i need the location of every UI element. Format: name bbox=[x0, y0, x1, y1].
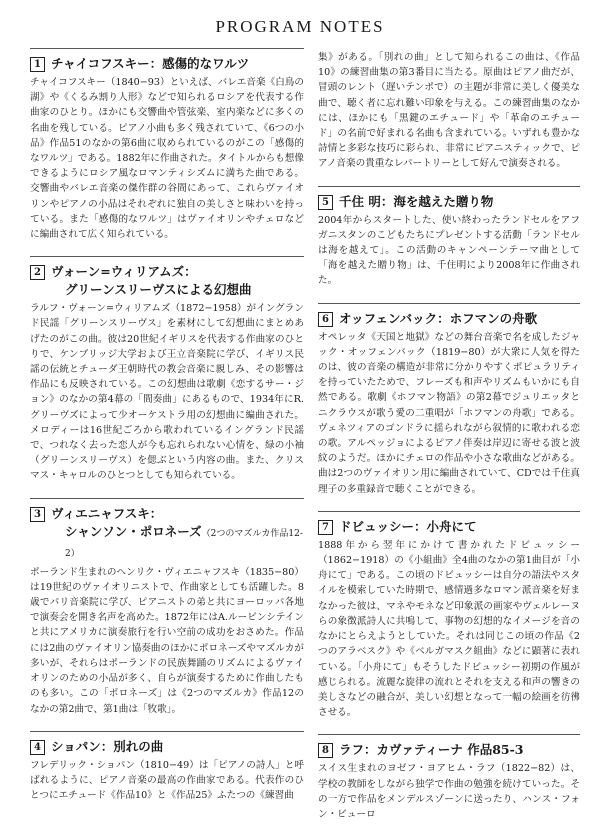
section-body: 2004年からスタートした、使い終わったランドセルをアフガニスタンのこどもたちにプレゼントする活動「ランドセルは海を越えて」。この活動のキャンペーンテーマ曲として「海を越えた贈り物」は、千住明により2008年に作曲された。 bbox=[318, 214, 580, 287]
section-heading bbox=[318, 310, 580, 328]
section-number: 5 bbox=[318, 195, 333, 210]
section-body: 1888年から翌年にかけて書かれたドビュッシー（1862−1918）の《小組曲》全4曲のなかの第1曲目が「小舟にて」である。この頃のドビュッシーは自分の語法やスタイルを模索していた時期で、感情過多なロマン派音楽を好まなかった彼は、マネやモネなど印象派の画家やヴェルレーヌらの象徴派詩人に共鳴して、事物の幻想的なイメージを音のなかにとらえようとしていた。それは同じこの頃の作品《2つのアラベスク》や《ベルガマスク組曲》などに顕著に表れている。「小舟にて」もそうしたドビュッシー初期の作風が感じられる。流麗な旋律の流れとそれを支える和声の響きの美しさなどの融合が、美しい幻想となって一幅の絵画を彷彿させる。 bbox=[318, 539, 580, 719]
section-number: 3 bbox=[30, 507, 45, 522]
section-rule bbox=[318, 511, 580, 512]
section-body: 集》がある。「別れの曲」として知られるこの曲は、《作品10》の練習曲集の第3番目に当たる。原曲はピアノ曲だが、冒頭のレント（遅いテンポで）の主題が非常に美しく優美な曲で、聴く者に忘れ難い印象を与える。この練習曲集のなかには、ほかにも「黒鍵のエチュード」や「革命のエチュード」の名前で好まれる名曲も含まれている。いずれも豊かな詩情と多彩な技巧に彩られ、非常にピアニスティックで、ピアノ音楽の貴重なレパートリーとして好んで演奏される。 bbox=[318, 52, 580, 170]
section-subtitle-line bbox=[51, 523, 304, 563]
section-4-continued bbox=[318, 50, 580, 172]
section-title: ドビュッシー：小舟にて bbox=[339, 518, 477, 534]
page-title: PROGRAM NOTES bbox=[215, 17, 385, 36]
section-body: ポーランド生まれのヘンリク・ヴィエニャフスキ（1835−80）は19世紀のヴァイオリニストで、作曲家としても活躍した。8歳でパリ音楽院に学び、ピアニストの弟と共にヨーロッパ各地で演奏会を開き名声を高めた。1872年にはA.ルービンシテインと共にアメリカに演奏旅行を行い空前の成功をおさめた。作品には2曲のヴァイオリン協奏曲のほかにポロネーズやマズルカが多いが、それらはポーランドの民族舞踊のリズムによるヴァイオリンのための小品が多く、自らが演奏するために作曲したものも多い。この「ポロネーズ」は《2つのマズルカ》作品12のなかの第2曲で、第1曲は「牧歌」。 bbox=[30, 566, 304, 715]
section-rule bbox=[30, 48, 304, 49]
section-body: スイス生まれのヨゼフ・ヨアヒム・ラフ（1822−82）は、学校の教師をしながら独学で作曲の勉強を続けていった。その一方で作品をメンデルスゾーンに送ったり、ハンス・フォン・ビューロ bbox=[318, 763, 580, 820]
section-number: 8 bbox=[318, 743, 333, 758]
section-rule bbox=[318, 186, 580, 187]
section-heading bbox=[30, 738, 304, 756]
section-8 bbox=[318, 734, 580, 822]
section-number: 4 bbox=[30, 740, 45, 755]
section-rule bbox=[30, 731, 304, 732]
section-heading bbox=[30, 55, 304, 73]
section-title: ラフ：カヴァティーナ 作品85-3 bbox=[339, 742, 524, 758]
section-4 bbox=[30, 731, 304, 804]
section-number: 7 bbox=[318, 520, 333, 535]
section-5 bbox=[318, 186, 580, 289]
section-2 bbox=[30, 256, 304, 483]
section-number: 6 bbox=[318, 312, 333, 327]
section-number: 2 bbox=[30, 265, 45, 280]
section-rule bbox=[318, 734, 580, 735]
section-title: ヴォーン=ウィリアムズ： bbox=[51, 264, 197, 280]
section-rule bbox=[30, 256, 304, 257]
section-title: オッフェンバック：ホフマンの舟歌 bbox=[339, 310, 538, 326]
section-rule bbox=[318, 303, 580, 304]
section-heading bbox=[318, 741, 580, 759]
section-heading bbox=[318, 193, 580, 211]
section-title: ショパン：別れの曲 bbox=[51, 738, 164, 754]
section-heading bbox=[30, 263, 304, 299]
section-subtitle: グリーンスリーヴスによる幻想曲 bbox=[65, 282, 252, 298]
section-title: チャイコフスキー：感傷的なワルツ bbox=[51, 56, 250, 71]
section-heading bbox=[30, 505, 304, 563]
section-body: フレデリック・ショパン（1810−49）は「ピアノの詩人」と呼ばれるように、ピアノ音楽の最高の作曲家である。代表作のひとつにエチュード《作品10》と《作品25》ふたつの《練習曲 bbox=[30, 759, 304, 802]
section-title: ヴィエニャフスキ： bbox=[51, 505, 163, 521]
section-7 bbox=[318, 511, 580, 720]
section-body: オペレッタ《天国と地獄》などの舞台音楽で名を成したジャック・オッフェンバック（1819−80）が大衆に人気を得たのは、彼の音楽の構造が非常に分かりやすくポピュラリティを持っていたためで、フレーズも和声やリズムもいかにも自然である。歌劇《ホフマン物語》の第2幕でジュリエッタとニクラウスが歌う愛の二重唱が「ホフマンの舟歌」である。ヴェネツィアのゴンドラに揺られながら叙情的に歌われる恋の歌。アルペッジョによるピアノ伴奏は岸辺に寄せる波と波紋のようだ。ほかにチェロの作品や小さな歌曲などがある。曲は2つのヴァイオリン用に編曲されていて、CDでは千住真理子の多重録音で聴くことができる。 bbox=[318, 331, 580, 495]
section-title: 千住 明：海を越えた贈り物 bbox=[339, 193, 494, 209]
section-subtitle-note: （2つのマズルカ作品12-2） bbox=[65, 528, 303, 559]
section-number: 1 bbox=[30, 57, 45, 72]
section-6 bbox=[318, 303, 580, 497]
section-body: ラルフ・ヴォーン=ウィリアムズ（1872−1958）がイングランド民謡「グリーンスリーヴス」を素材にして幻想曲にまとめあげたのがこの曲。彼は20世紀イギリスを代表する作曲家のひとりで、ケンブリッジ大学および王立音楽院に学び、イギリス民謡の伝統とチューダ王朝時代の教会音楽に親しみ、その影響は作品にも反映されている。この幻想曲は歌劇《恋するサー・ジョン》のなかの第4幕の「間奏曲」にあるもので、1934年にR.グリーヴズによって少オーケストラ用の幻想曲に編曲された。メロディーは16世紀ごろから歌われているイングランド民謡で、つれなく去った恋人が今も忘れられない心情を、緑の小袖（グリーンスリーヴス）を偲ぶという内容の曲。また、クリスマス・キャロルのひとつとしても知られている。 bbox=[30, 303, 304, 482]
section-1 bbox=[30, 48, 304, 242]
section-3 bbox=[30, 498, 304, 717]
section-rule bbox=[30, 498, 304, 499]
section-body: チャイコフスキー（1840−93）といえば、バレエ音楽《白鳥の湖》や《くるみ割り人形》などで知られるロシアを代表する作曲家のひとり。ほかにも交響曲や管弦楽、室内楽などに多くの名曲を残している。ピアノ小曲も多く残されていて、《6つの小品》作品51のなかの第6曲に収められているのがこの「感傷的なワルツ」である。1882年に作曲された。タイトルからも想像できるようにロシア風なロマンティシズムに満ちた曲である。交響曲やバレエ音楽の傑作群の谷間にあって、これらヴァイオリンやピアノの小品はそれぞれに独自の美しさと味わいを持っている。また「感傷的なワルツ」はヴァイオリンやチェロなどに編曲されて広く知られている。 bbox=[30, 77, 304, 241]
section-heading bbox=[318, 518, 580, 536]
left-column bbox=[30, 48, 304, 817]
section-subtitle: シャンソン・ポロネーズ bbox=[65, 523, 202, 539]
right-column bbox=[318, 48, 580, 836]
